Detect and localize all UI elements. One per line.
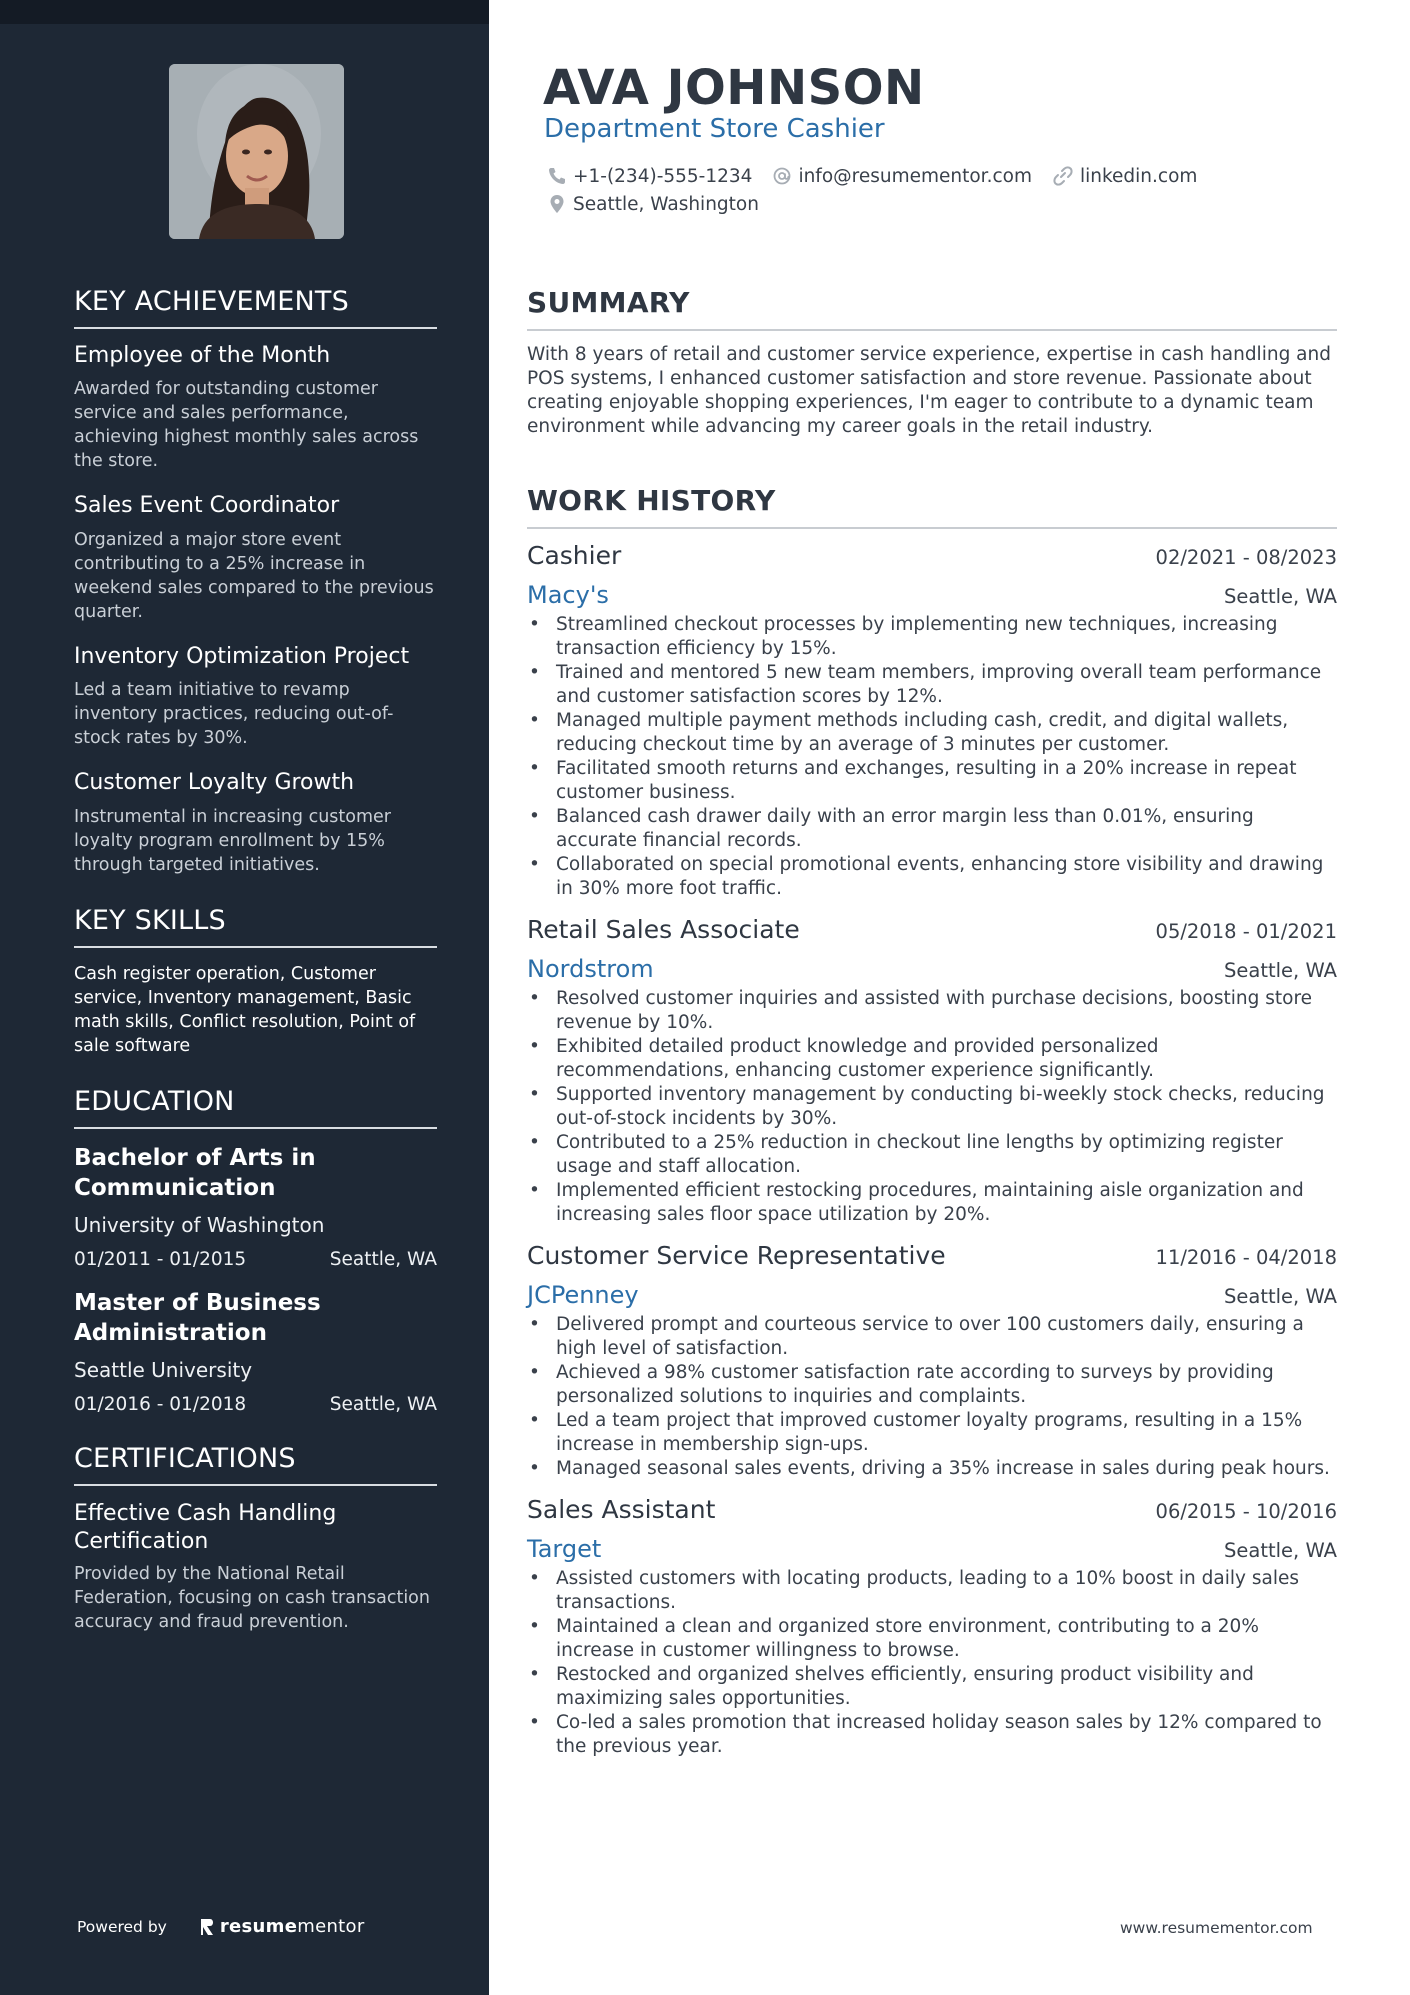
- powered-by: [77, 1916, 365, 1937]
- key-skills-heading: KEY SKILLS: [74, 905, 437, 948]
- job-title: Retail Sales Associate: [527, 915, 800, 944]
- education-location: Seattle, WA: [329, 1393, 437, 1415]
- education-degree: Bachelor of Arts in Communication: [74, 1144, 316, 1201]
- job-bullet: • Balanced cash drawer daily with an error margin less than 0.01%, ensuring accurate financial records.: [527, 805, 1337, 853]
- brand-logo-text[interactable]: [220, 1916, 365, 1937]
- job-entry: [527, 541, 1337, 901]
- job-bullet: • Exhibited detailed product knowledge and provided personalized recommendations, enhancing customer experience significantly.: [527, 1035, 1337, 1083]
- contact-phone[interactable]: [547, 166, 752, 187]
- achievement-description: Organized a major store event contributing to a 25% increase in weekend sales compared to the previous quarter.: [74, 529, 434, 622]
- profile-photo: [169, 64, 344, 239]
- summary-text: With 8 years of retail and customer service experience, expertise in cash handling and POS systems, I enhanced customer satisfaction and store revenue. Passionate about creating enjoyable shopping experiences, I'm eager to contribute to a dynamic team environment while advancing my career goals in the retail industry.: [527, 344, 1331, 437]
- achievement-title: Customer Loyalty Growth: [74, 770, 355, 796]
- at-sign-icon: [772, 166, 792, 186]
- education-section: [74, 1086, 437, 1415]
- candidate-name: AVA JOHNSON: [543, 60, 925, 116]
- link-icon: [1052, 166, 1074, 186]
- job-company: JCPenney: [527, 1281, 639, 1309]
- job-location: Seattle, WA: [1224, 1539, 1337, 1562]
- achievement-item: [74, 770, 437, 876]
- certifications-section: [74, 1443, 437, 1634]
- skills-list: Cash register operation, Customer service, Inventory management, Basic math skills, Conflict resolution, Point of sale software: [74, 963, 416, 1056]
- education-dates: 01/2016 - 01/2018: [74, 1393, 247, 1415]
- job-bullet: • Streamlined checkout processes by implementing new techniques, increasing transaction efficiency by 15%.: [527, 613, 1337, 661]
- email-text: info@resumementor.com: [798, 165, 1032, 187]
- achievement-description: Awarded for outstanding customer service and sales performance, achieving highest monthly sales across the store.: [74, 379, 419, 472]
- job-company: Target: [527, 1535, 602, 1563]
- job-dates: 11/2016 - 04/2018: [1155, 1246, 1337, 1269]
- job-title: Cashier: [527, 541, 622, 570]
- education-dates: 01/2011 - 01/2015: [74, 1248, 247, 1270]
- job-bullet: • Collaborated on special promotional events, enhancing store visibility and drawing in 30% more foot traffic.: [527, 853, 1337, 901]
- key-skills-section: [74, 905, 437, 1058]
- job-bullet: • Facilitated smooth returns and exchanges, resulting in a 20% increase in repeat customer business.: [527, 757, 1337, 805]
- contact-linkedin[interactable]: [1052, 166, 1197, 187]
- job-title: Sales Assistant: [527, 1495, 716, 1524]
- job-header: [527, 1495, 1337, 1535]
- key-achievements-heading: KEY ACHIEVEMENTS: [74, 286, 437, 329]
- job-bullet: • Assisted customers with locating products, leading to a 10% boost in daily sales transactions.: [527, 1567, 1337, 1615]
- powered-by-label: Powered by: [77, 1917, 167, 1936]
- sidebar-content: [74, 286, 437, 1662]
- education-meta: [74, 1249, 437, 1270]
- job-bullet: • Supported inventory management by conducting bi-weekly stock checks, reducing out-of-stock incidents by 30%.: [527, 1083, 1337, 1131]
- education-location: Seattle, WA: [329, 1248, 437, 1270]
- location-pin-icon: [547, 194, 567, 214]
- contact-row: [547, 162, 1327, 190]
- job-location: Seattle, WA: [1224, 585, 1337, 608]
- education-heading: EDUCATION: [74, 1086, 437, 1129]
- candidate-title: Department Store Cashier: [544, 114, 885, 144]
- job-bullets: [527, 613, 1337, 901]
- job-bullet: • Co-led a sales promotion that increased holiday season sales by 12% compared to the previous year.: [527, 1711, 1337, 1759]
- summary-section: [527, 286, 1337, 439]
- job-bullet: • Managed multiple payment methods including cash, credit, and digital wallets, reducing checkout time by an average of 3 minutes per customer.: [527, 709, 1337, 757]
- job-location: Seattle, WA: [1224, 959, 1337, 982]
- job-bullet: • Led a team project that improved customer loyalty programs, resulting in a 15% increase in membership sign-ups.: [527, 1409, 1337, 1457]
- location-text: Seattle, Washington: [573, 193, 759, 215]
- job-entry: [527, 1241, 1337, 1481]
- job-dates: 05/2018 - 01/2021: [1155, 920, 1337, 943]
- contact-info: [547, 162, 1327, 218]
- job-subheader: [527, 1281, 1337, 1313]
- job-entry: [527, 1495, 1337, 1759]
- job-title: Customer Service Representative: [527, 1241, 946, 1270]
- website-link[interactable]: www.resumementor.com: [1120, 1919, 1313, 1937]
- education-degree: Master of Business Administration: [74, 1289, 321, 1346]
- job-bullet: • Maintained a clean and organized store environment, contributing to a 20% increase in customer willingness to browse.: [527, 1615, 1337, 1663]
- education-meta: [74, 1394, 437, 1415]
- sidebar-top-bar: [0, 0, 489, 24]
- brand-bold: resume: [219, 1916, 298, 1937]
- achievement-description: Led a team initiative to revamp inventory practices, reducing out-of-stock rates by 30%.: [74, 680, 394, 749]
- sidebar: [0, 0, 489, 1995]
- job-bullet: • Implemented efficient restocking procedures, maintaining aisle organization and increasing sales floor space utilization by 20%.: [527, 1179, 1337, 1227]
- education-school: Seattle University: [74, 1357, 253, 1382]
- linkedin-text: linkedin.com: [1079, 165, 1198, 187]
- job-bullet: • Resolved customer inquiries and assisted with purchase decisions, boosting store revenue by 10%.: [527, 987, 1337, 1035]
- job-bullet: • Achieved a 98% customer satisfaction rate according to surveys by providing personalized solutions to inquiries and complaints.: [527, 1361, 1337, 1409]
- education-school: University of Washington: [74, 1212, 325, 1237]
- job-subheader: [527, 955, 1337, 987]
- job-bullets: [527, 1567, 1337, 1759]
- achievement-item: [74, 343, 437, 473]
- resumementor-logo-icon: [199, 1917, 216, 1937]
- education-item: [74, 1143, 437, 1270]
- job-company: Nordstrom: [527, 955, 654, 983]
- job-header: [527, 1241, 1337, 1281]
- job-dates: 02/2021 - 08/2023: [1155, 546, 1337, 569]
- phone-text: +1-(234)-555-1234: [573, 165, 753, 187]
- job-bullets: [527, 987, 1337, 1227]
- job-header: [527, 915, 1337, 955]
- certifications-heading: CERTIFICATIONS: [74, 1443, 437, 1486]
- certification-description: Provided by the National Retail Federation, focusing on cash transaction accuracy and fraud prevention.: [74, 1563, 430, 1632]
- phone-icon: [547, 166, 567, 186]
- work-history-section: [527, 484, 1337, 1773]
- job-company: Macy's: [527, 581, 609, 609]
- achievement-item: [74, 493, 437, 623]
- achievement-item: [74, 644, 437, 750]
- job-entry: [527, 915, 1337, 1227]
- contact-email[interactable]: [772, 166, 1032, 187]
- education-item: [74, 1288, 437, 1415]
- job-bullet: • Trained and mentored 5 new team members, improving overall team performance and customer satisfaction scores by 12%.: [527, 661, 1337, 709]
- job-bullet: • Managed seasonal sales events, driving a 35% increase in sales during peak hours.: [527, 1457, 1337, 1481]
- key-achievements-section: [74, 286, 437, 877]
- brand-light: mentor: [297, 1916, 365, 1937]
- achievement-title: Sales Event Coordinator: [74, 493, 340, 519]
- summary-heading: SUMMARY: [527, 286, 1337, 331]
- achievement-title: Inventory Optimization Project: [74, 643, 410, 669]
- job-subheader: [527, 1535, 1337, 1567]
- contact-row: [547, 190, 1327, 218]
- contact-location: [547, 194, 759, 215]
- achievement-title: Employee of the Month: [74, 343, 331, 368]
- certification-title: Effective Cash Handling Certification: [74, 1500, 337, 1554]
- job-dates: 06/2015 - 10/2016: [1155, 1500, 1337, 1523]
- job-bullet: • Delivered prompt and courteous service to over 100 customers daily, ensuring a high level of satisfaction.: [527, 1313, 1337, 1361]
- job-bullet: • Restocked and organized shelves efficiently, ensuring product visibility and maximizing sales opportunities.: [527, 1663, 1337, 1711]
- job-bullets: [527, 1313, 1337, 1481]
- work-history-heading: WORK HISTORY: [527, 484, 1337, 529]
- job-header: [527, 541, 1337, 581]
- job-subheader: [527, 581, 1337, 613]
- job-bullet: • Contributed to a 25% reduction in checkout line lengths by optimizing register usage and staff allocation.: [527, 1131, 1337, 1179]
- job-location: Seattle, WA: [1224, 1285, 1337, 1308]
- achievement-description: Instrumental in increasing customer loyalty program enrollment by 15% through targeted initiatives.: [74, 806, 391, 875]
